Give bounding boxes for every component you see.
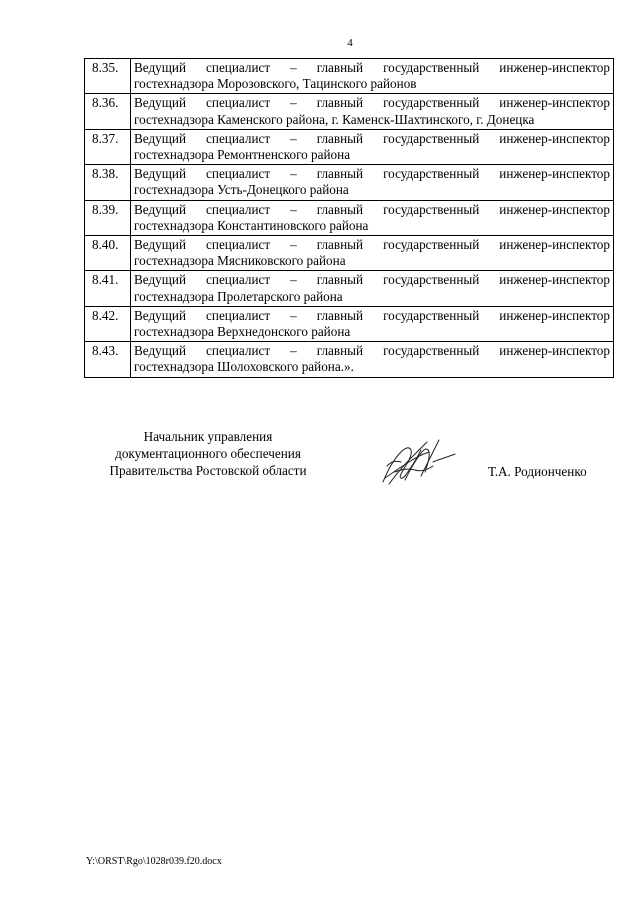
row-description-line1: Ведущий специалист – главный государственный инженер-инспектор xyxy=(134,60,610,75)
row-description xyxy=(131,165,614,200)
handwritten-signature xyxy=(375,432,465,492)
file-path: Y:\ORST\Rgo\1028r039.f20.docx xyxy=(86,856,222,867)
row-number: 8.39. xyxy=(85,200,131,235)
row-number: 8.41. xyxy=(85,271,131,306)
row-description-line1: Ведущий специалист – главный государственный инженер-инспектор xyxy=(134,307,610,323)
row-description-line1: Ведущий специалист – главный государственный инженер-инспектор xyxy=(134,237,610,253)
signatory-title-line3: Правительства Ростовской области xyxy=(109,463,307,478)
row-description xyxy=(131,236,614,271)
row-description-line2: гостехнадзора Пролетарского района xyxy=(134,288,343,304)
table-row xyxy=(85,59,614,94)
signatory-name: Т.А. Родионченко xyxy=(488,464,587,479)
row-description xyxy=(131,342,614,377)
row-description-line2: гостехнадзора Каменского района, г. Каменск-Шахтинского, г. Донецка xyxy=(134,111,535,127)
row-description-line1: Ведущий специалист – главный государственный инженер-инспектор xyxy=(134,95,610,111)
row-description xyxy=(131,94,614,129)
row-description xyxy=(131,271,614,306)
signatory-title-line1: Начальник управления xyxy=(143,429,273,444)
row-number: 8.43. xyxy=(85,342,131,377)
signatory-title-line2: документационного обеспечения xyxy=(115,446,301,461)
table-row xyxy=(85,129,614,164)
row-description-line1: Ведущий специалист – главный государственный инженер-инспектор xyxy=(134,130,610,146)
row-description-line2: гостехнадзора Шолоховского района.». xyxy=(134,359,354,375)
row-description-line1: Ведущий специалист – главный государственный инженер-инспектор xyxy=(134,201,610,217)
row-number: 8.35. xyxy=(85,59,131,94)
row-description xyxy=(131,306,614,341)
row-number: 8.38. xyxy=(85,165,131,200)
row-description-line2: гостехнадзора Ремонтненского района xyxy=(134,147,351,163)
row-description xyxy=(131,129,614,164)
row-description-line2: гостехнадзора Мясниковского района xyxy=(134,253,346,269)
row-description xyxy=(131,59,614,94)
table-row xyxy=(85,94,614,129)
row-number: 8.37. xyxy=(85,129,131,164)
page-number: 4 xyxy=(347,37,353,49)
row-description-line1: Ведущий специалист – главный государственный инженер-инспектор xyxy=(134,343,610,359)
table-row xyxy=(85,200,614,235)
row-description-line1: Ведущий специалист – главный государственный инженер-инспектор xyxy=(134,272,610,288)
positions-table xyxy=(84,58,614,378)
row-description-line2: гостехнадзора Верхнедонского района xyxy=(134,324,351,340)
table-row xyxy=(85,165,614,200)
row-description-line2: гостехнадзора Морозовского, Тацинского районов xyxy=(134,76,417,92)
row-number: 8.40. xyxy=(85,236,131,271)
row-description-line2: гостехнадзора Усть-Донецкого района xyxy=(134,182,349,198)
table-row xyxy=(85,306,614,341)
table-row xyxy=(85,342,614,377)
row-description-line1: Ведущий специалист – главный государственный инженер-инспектор xyxy=(134,166,610,182)
row-number: 8.36. xyxy=(85,94,131,129)
table-row xyxy=(85,271,614,306)
table-row xyxy=(85,236,614,271)
signatory-title xyxy=(88,428,328,479)
row-description xyxy=(131,200,614,235)
row-description-line2: гостехнадзора Константиновского района xyxy=(134,217,369,233)
row-number: 8.42. xyxy=(85,306,131,341)
